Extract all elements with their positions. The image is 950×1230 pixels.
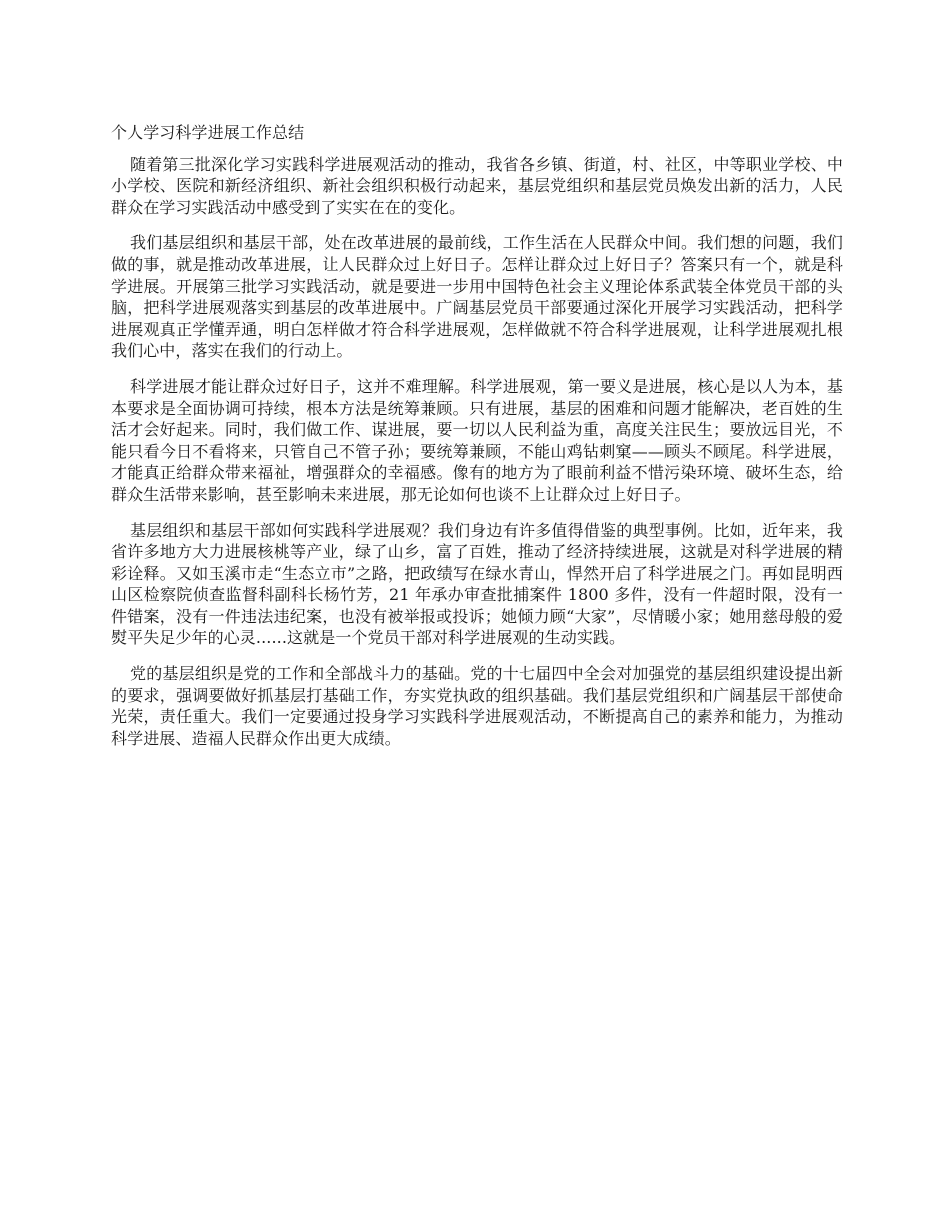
paragraph-4: 基层组织和基层干部如何实践科学进展观？我们身边有许多值得借鉴的典型事例。比如，近年来，我省许多地方大力进展核桃等产业，绿了山乡，富了百姓，推动了经济持续进展，这就是对科学进展的精彩诠释。又如玉溪市走“生态立市”之路，把政绩写在绿水青山，悍然开启了科学进展之门。再如昆明西山区检察院侦查监督科副科长杨竹芳，21 年承办审查批捕案件 1800 多件，没有一件超时限，没有一件错案，没有一件违法违纪案，也没有被举报或投诉；她倾力顾“大家”，尽情暖小家；她用慈母般的爱熨平失足少年的心灵......这就是一个党员干部对科学进展观的生动实践。 (111, 520, 843, 648)
paragraph-2: 我们基层组织和基层干部，处在改革进展的最前线，工作生活在人民群众中间。我们想的问题，我们做的事，就是推动改革进展，让人民群众过上好日子。怎样让群众过上好日子？答案只有一个，就是科学进展。开展第三批学习实践活动，就是要进一步用中国特色社会主义理论体系武装全体党员干部的头脑，把科学进展观落实到基层的改革进展中。广阔基层党员干部要通过深化开展学习实践活动，把科学进展观真正学懂弄通，明白怎样做才符合科学进展观，怎样做就不符合科学进展观，让科学进展观扎根我们心中，落实在我们的行动上。 (111, 233, 843, 361)
paragraph-3: 科学进展才能让群众过好日子，这并不难理解。科学进展观，第一要义是进展，核心是以人为本，基本要求是全面协调可持续，根本方法是统筹兼顾。只有进展，基层的困难和问题才能解决，老百姓的生活才会好起来。同时，我们做工作、谋进展，要一切以人民利益为重，高度关注民生；要放远目光，不能只看今日不看将来，只管自己不管子孙；要统筹兼顾，不能山鸡钻刺窠——顾头不顾尾。科学进展，才能真正给群众带来福祉，增强群众的幸福感。像有的地方为了眼前利益不惜污染环境、破坏生态，给群众生活带来影响，甚至影响未来进展，那无论如何也谈不上让群众过上好日子。 (111, 376, 843, 504)
paragraph-5: 党的基层组织是党的工作和全部战斗力的基础。党的十七届四中全会对加强党的基层组织建设提出新的要求，强调要做好抓基层打基础工作，夯实党执政的组织基础。我们基层党组织和广阔基层干部使命光荣，责任重大。我们一定要通过投身学习实践科学进展观活动，不断提高自己的素养和能力，为推动科学进展、造福人民群众作出更大成绩。 (111, 664, 843, 748)
paragraph-1: 随着第三批深化学习实践科学进展观活动的推动，我省各乡镇、街道，村、社区，中等职业学校、中小学校、医院和新经济组织、新社会组织积极行动起来，基层党组织和基层党员焕发出新的活力，人民群众在学习实践活动中感受到了实实在在的变化。 (111, 154, 843, 217)
document-page (111, 122, 843, 763)
document-title: 个人学习科学进展工作总结 (111, 123, 305, 142)
